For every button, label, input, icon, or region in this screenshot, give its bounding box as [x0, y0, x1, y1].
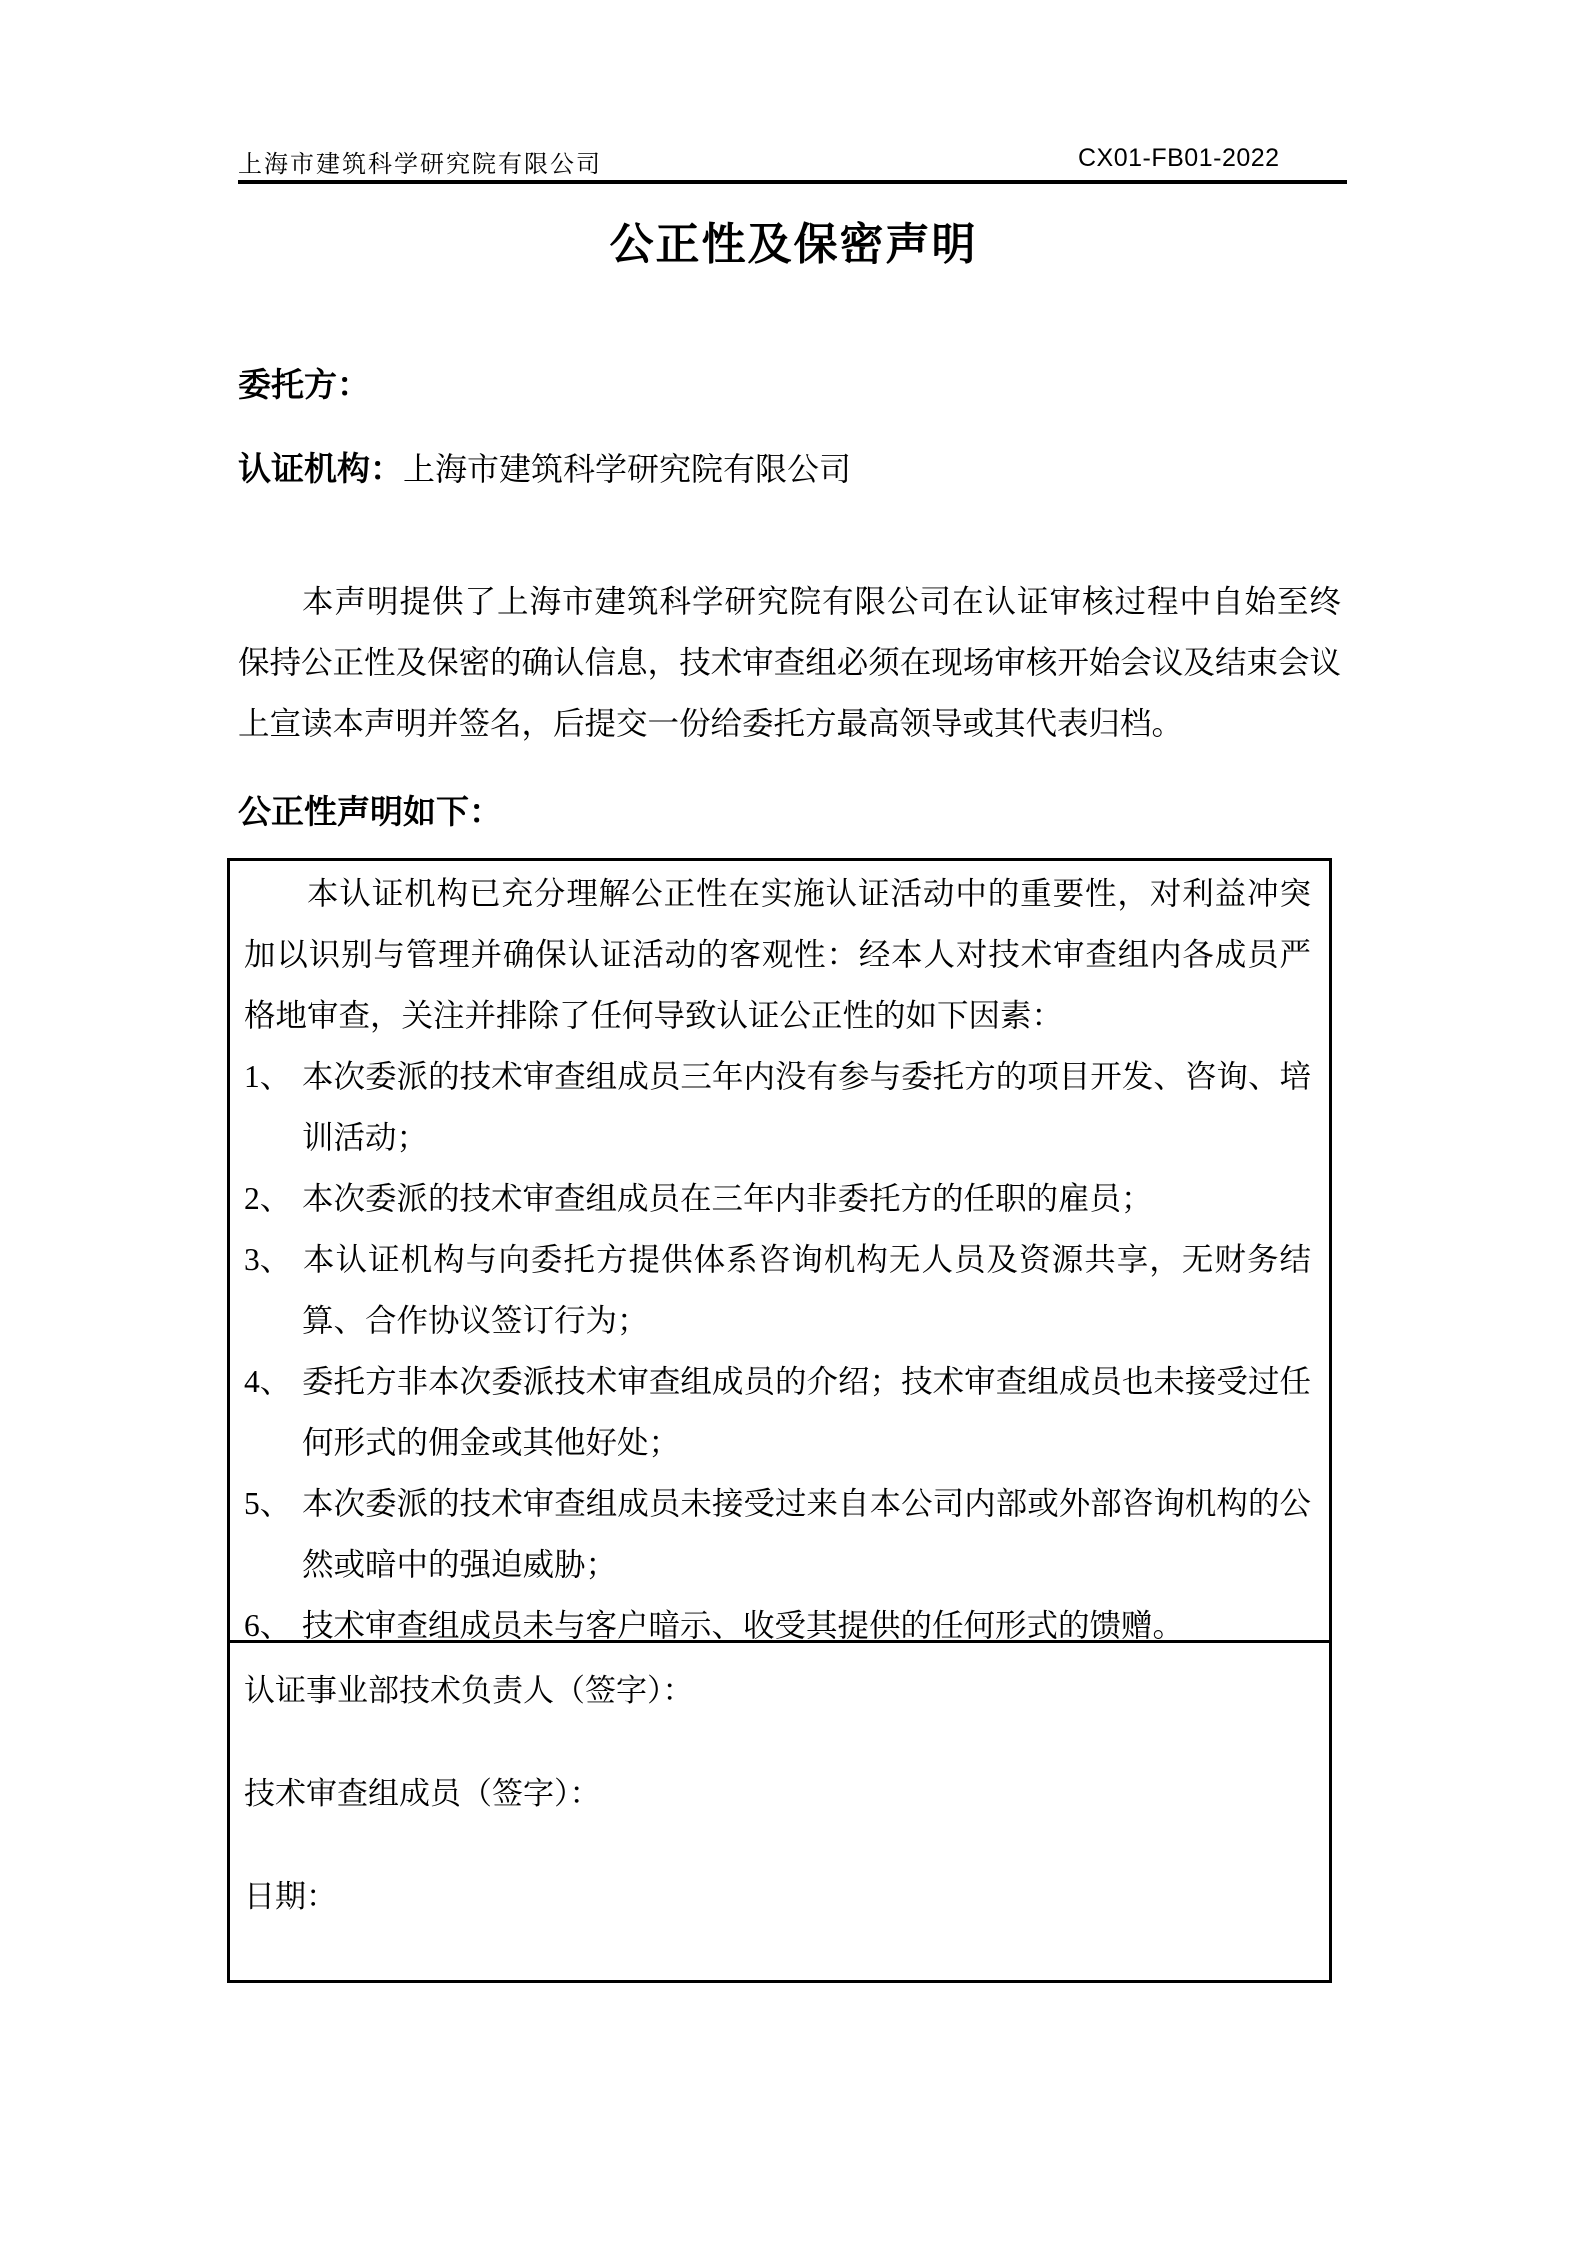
signature-cell — [230, 1643, 1329, 1980]
item-number: 2、 — [244, 1181, 292, 1216]
field-cert-body — [238, 443, 851, 490]
statement-heading: 公正性声明如下： — [238, 795, 502, 831]
field-cert-body-label: 认证机构： — [238, 452, 403, 488]
item-text: 本认证机构与向委托方提供体系咨询机构无人员及资源共享，无财务结算、合作协议签订行为； — [302, 1242, 1311, 1338]
statement-list — [244, 1046, 1311, 1643]
statement-box — [227, 858, 1332, 1983]
header-company-name: 上海市建筑科学研究院有限公司 — [238, 152, 602, 178]
signature-line-tech-lead: 认证事业部技术负责人（签字）： — [244, 1673, 694, 1708]
item-text: 本次委派的技术审查组成员在三年内非委托方的任职的雇员； — [302, 1181, 1153, 1216]
field-client-label: 委托方： — [238, 368, 370, 404]
field-cert-body-value: 上海市建筑科学研究院有限公司 — [403, 451, 852, 487]
signature-line-date: 日期： — [244, 1879, 337, 1914]
header-doc-code: CX01-FB01-2022 — [1078, 144, 1280, 172]
statement-item — [244, 1473, 1311, 1595]
signature-line-review-member: 技术审查组成员（签字）： — [244, 1776, 601, 1811]
statement-item — [244, 1351, 1311, 1473]
item-number: 3、 — [244, 1242, 292, 1277]
page-title: 公正性及保密声明 — [609, 220, 978, 269]
item-text: 本次委派的技术审查组成员未接受过来自本公司内部或外部咨询机构的公然或暗中的强迫威胁； — [302, 1486, 1311, 1582]
item-text: 技术审查组成员未与客户暗示、收受其提供的任何形式的馈赠。 — [302, 1608, 1185, 1643]
item-number: 4、 — [244, 1364, 292, 1399]
item-text: 本次委派的技术审查组成员三年内没有参与委托方的项目开发、咨询、培训活动； — [302, 1059, 1311, 1155]
item-number: 1、 — [244, 1059, 292, 1094]
statement-item — [244, 1168, 1311, 1229]
statement-item — [244, 1595, 1311, 1643]
statement-intro: 本认证机构已充分理解公正性在实施认证活动中的重要性，对利益冲突加以识别与管理并确保认证活动的客观性：经本人对技术审查组内各成员严格地审查，关注并排除了任何导致认证公正性的如下因素： — [244, 876, 1311, 1033]
statement-item — [244, 1046, 1311, 1168]
statement-item — [244, 1229, 1311, 1351]
item-number: 6、 — [244, 1608, 292, 1643]
item-text: 委托方非本次委派技术审查组成员的介绍；技术审查组成员也未接受过任何形式的佣金或其他好处； — [302, 1364, 1311, 1460]
item-number: 5、 — [244, 1486, 292, 1521]
intro-paragraph: 本声明提供了上海市建筑科学研究院有限公司在认证审核过程中自始至终保持公正性及保密的确认信息，技术审查组必须在现场审核开始会议及结束会议上宣读本声明并签名，后提交一份给委托方最高领导或其代表归档。 — [238, 584, 1341, 741]
statement-cell — [230, 861, 1329, 1643]
header-rule — [238, 180, 1347, 184]
